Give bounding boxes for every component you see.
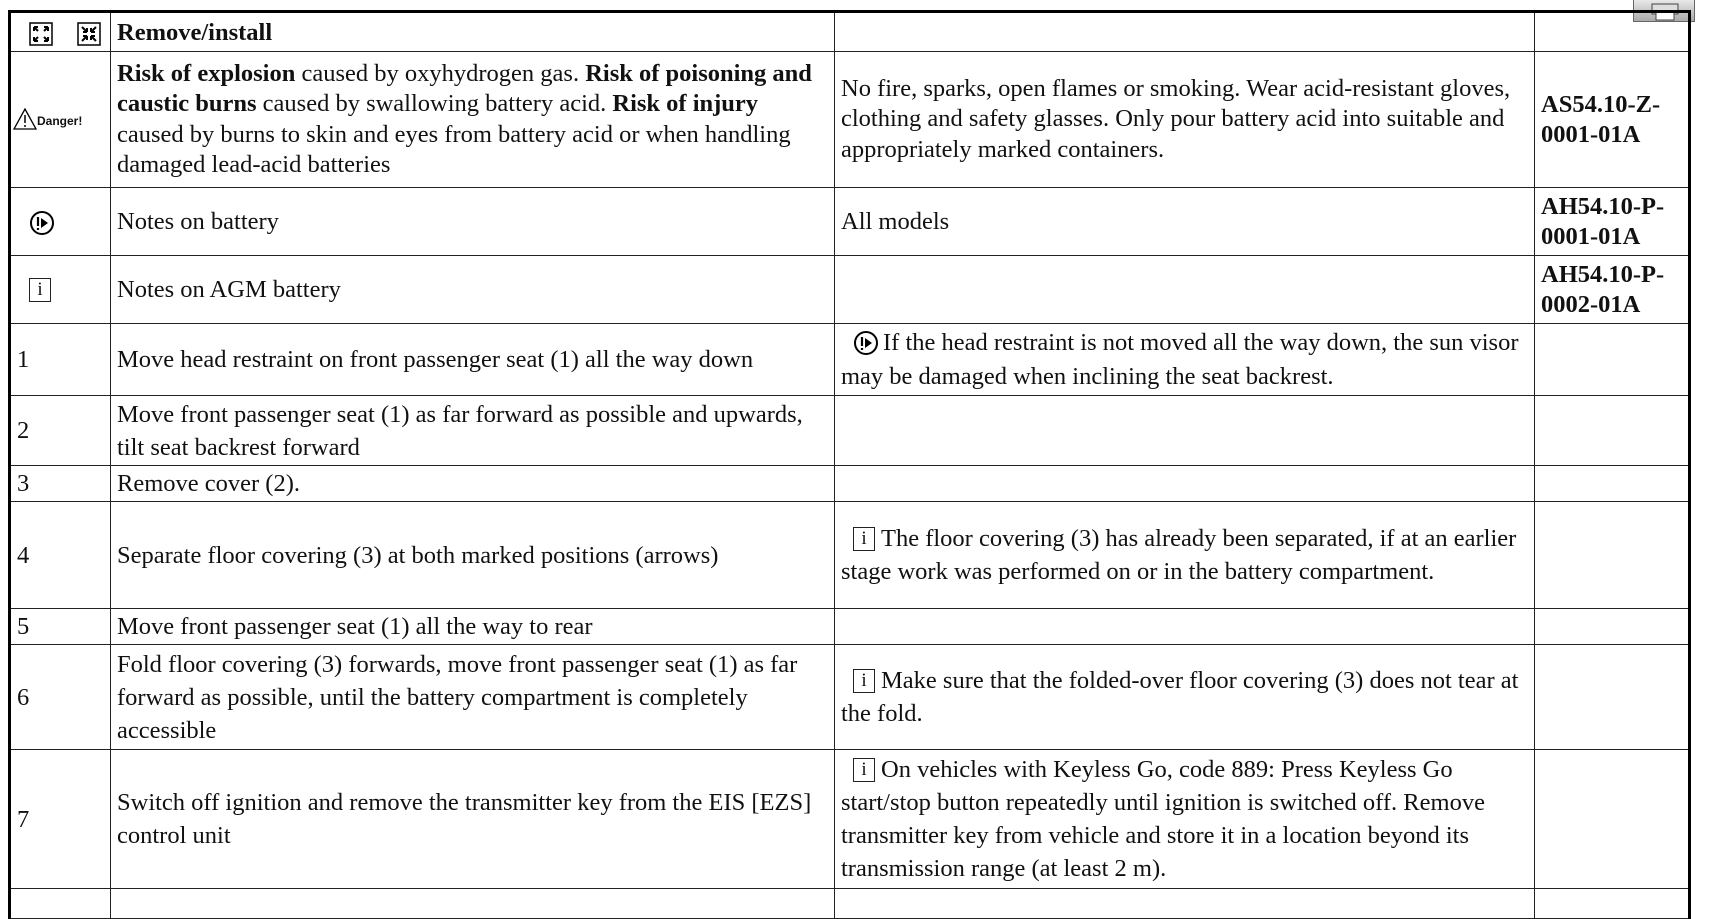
step-note: If the head restraint is not moved all the way down, the sun visor may be damaged when inclining the seat backrest.: [835, 324, 1535, 396]
step-row: [10, 396, 1690, 466]
danger-text: Risk of explosion caused by oxyhydrogen gas. Risk of poisoning and caustic burns caused by swallowing battery acid. Risk of injury caused by burns to skin and eyes from battery acid or when handling damaged lead-acid batteries: [111, 52, 835, 188]
notes-battery-row: [10, 188, 1690, 256]
notes-battery-link[interactable]: Notes on battery: [111, 188, 835, 256]
caution-icon: [853, 330, 879, 356]
danger-row: [10, 52, 1690, 188]
step-row: [10, 750, 1690, 889]
step-action: Fold floor covering (3) forwards, move front passenger seat (1) as far forward as possible, until the battery compartment is completely accessible: [111, 645, 835, 750]
info-icon: i: [853, 758, 875, 782]
step-row: [10, 645, 1690, 750]
header-row: [10, 12, 1690, 52]
info-icon: i: [29, 278, 51, 302]
step-row-partial: [10, 889, 1690, 919]
danger-label: Danger!: [37, 114, 83, 128]
expand-all-icon[interactable]: [29, 22, 53, 46]
step-row: [10, 324, 1690, 396]
step-action: Move front passenger seat (1) as far forward as possible and upwards, tilt seat backrest forward: [111, 396, 835, 466]
step-action: Move front passenger seat (1) all the way to rear: [111, 609, 835, 645]
caution-icon: [29, 210, 55, 236]
step-action: Move head restraint on front passenger seat (1) all the way down: [111, 324, 835, 396]
step-number: 6: [10, 645, 111, 750]
step-number: 2: [10, 396, 111, 466]
danger-ref-link[interactable]: AS54.10-Z-0001-01A: [1535, 52, 1690, 188]
notes-agm-ref-link[interactable]: AH54.10-P-0002-01A: [1535, 256, 1690, 324]
step-note: i On vehicles with Keyless Go, code 889: Press Keyless Go start/stop button repeatedly until ignition is switched off. Remove transmitter key from vehicle and store it in a location beyond its transmission range (at least 2 m).: [835, 750, 1535, 889]
step-row: [10, 502, 1690, 609]
step-row: [10, 609, 1690, 645]
step-action: Switch off ignition and remove the transmitter key from the EIS [EZS] control unit: [111, 750, 835, 889]
step-number: 3: [10, 466, 111, 502]
step-action: Remove cover (2).: [111, 466, 835, 502]
step-number: 7: [10, 750, 111, 889]
step-note: i Make sure that the folded-over floor covering (3) does not tear at the fold.: [835, 645, 1535, 750]
notes-battery-scope: All models: [835, 188, 1535, 256]
step-note: i The floor covering (3) has already been separated, if at an earlier stage work was performed on or in the battery compartment.: [835, 502, 1535, 609]
info-icon: i: [853, 669, 875, 693]
step-number: 5: [10, 609, 111, 645]
collapse-all-icon[interactable]: [77, 22, 101, 46]
step-row: [10, 466, 1690, 502]
step-action: Separate floor covering (3) at both marked positions (arrows): [111, 502, 835, 609]
warning-triangle-icon: [13, 108, 37, 130]
notes-battery-ref-link[interactable]: AH54.10-P-0001-01A: [1535, 188, 1690, 256]
danger-note: No fire, sparks, open flames or smoking. Wear acid-resistant gloves, clothing and safety glasses. Only pour battery acid into suitable and appropriately marked containers.: [835, 52, 1535, 188]
info-icon: i: [853, 527, 875, 551]
step-number: 1: [10, 324, 111, 396]
notes-agm-row: [10, 256, 1690, 324]
section-title: Remove/install: [117, 18, 273, 46]
step-number: 4: [10, 502, 111, 609]
notes-agm-link[interactable]: Notes on AGM battery: [111, 256, 835, 324]
procedure-table: [8, 10, 1691, 919]
